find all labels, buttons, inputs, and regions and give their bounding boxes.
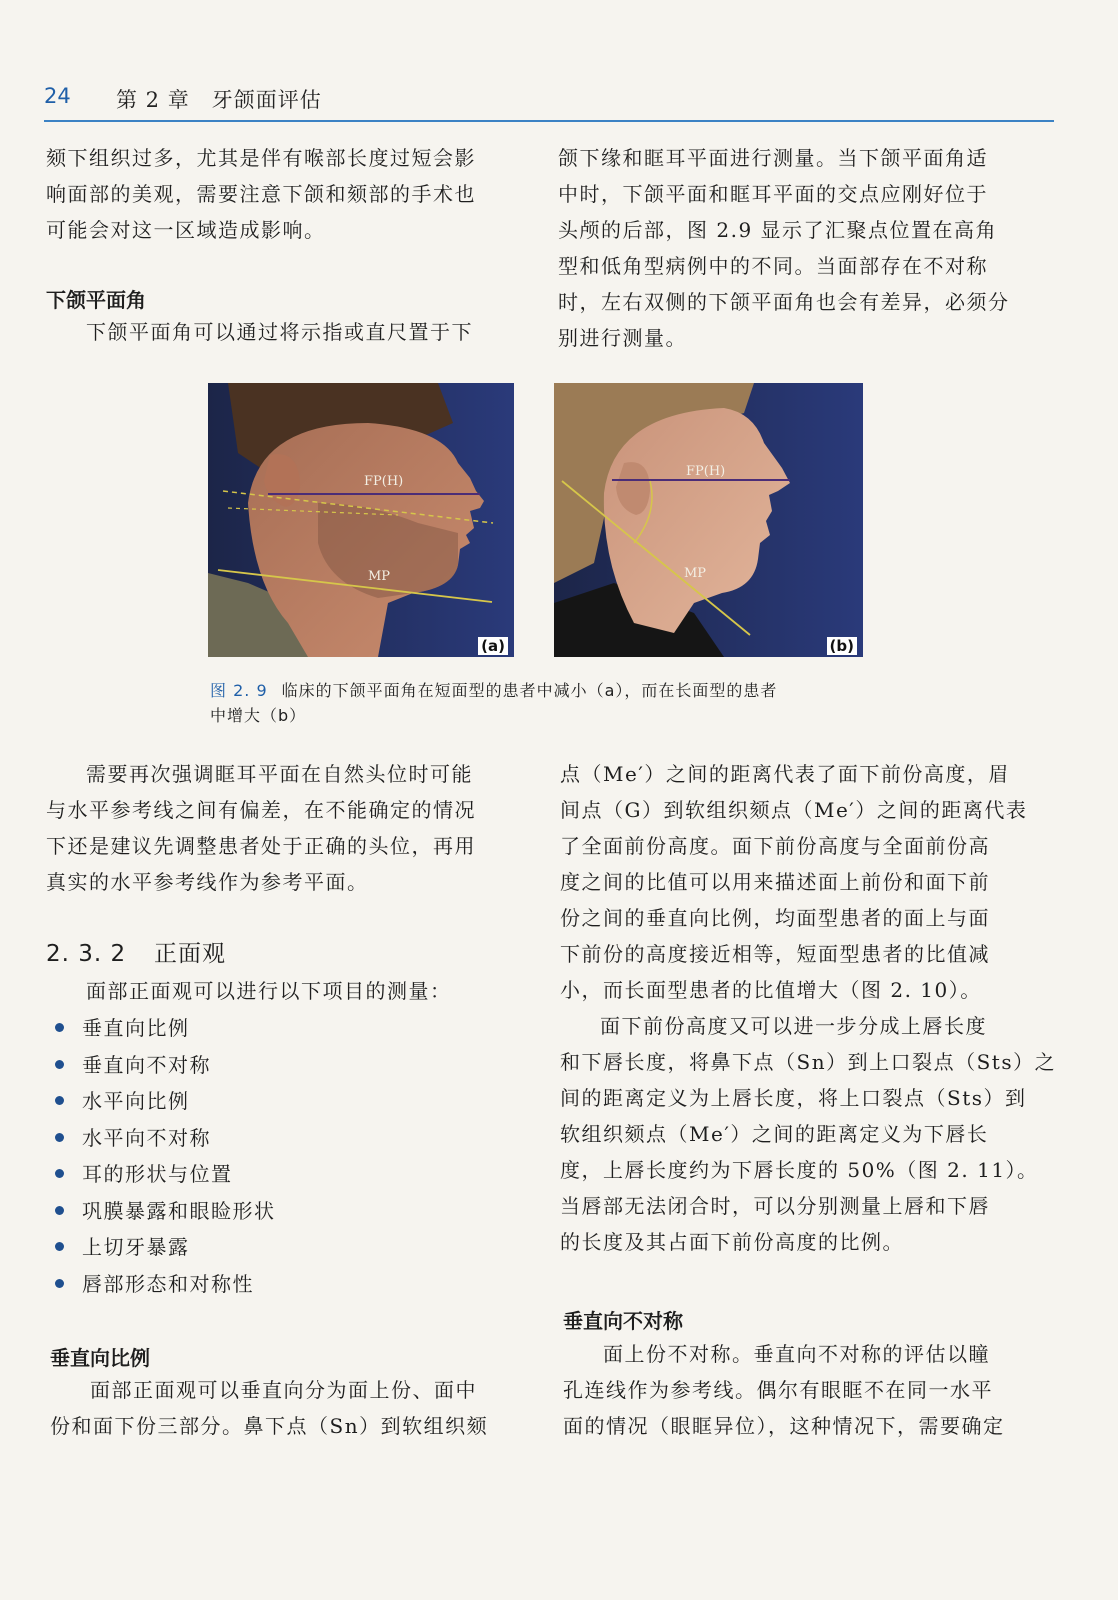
heading-vertical-proportion: 垂直向比例: [50, 1346, 150, 1370]
mp-label-b: MP: [684, 566, 707, 581]
heading-mandibular-plane-angle: 下颌平面角: [46, 288, 146, 312]
paragraph-line: 下颌平面角可以通过将示指或直尺置于下: [86, 320, 473, 344]
right-column-bottom: [560, 756, 1056, 1260]
section-heading-frontal-view: [46, 935, 226, 968]
paragraph-line: 的长度及其占面下前份高度的比例。: [560, 1230, 904, 1254]
paragraph-line: 面部正面观可以垂直向分为面上份、面中: [90, 1378, 477, 1402]
bullet-icon: [55, 1169, 64, 1178]
list-item: [55, 1229, 276, 1266]
list-item-text: 垂直向比例: [82, 1016, 190, 1040]
paragraph-line: 软组织颏点（Me′）之间的距离定义为下唇长: [560, 1122, 989, 1146]
panel-label-a: (a): [478, 637, 508, 655]
heading-vertical-asymmetry: 垂直向不对称: [563, 1309, 683, 1333]
paragraph-line: 间点（G）到软组织颏点（Me′）之间的距离代表: [560, 798, 1028, 822]
paragraph-line: 需要再次强调眶耳平面在自然头位时可能: [86, 762, 473, 786]
page-number: 24: [44, 84, 71, 108]
list-item: [55, 1010, 276, 1047]
left-column-bottom-para2: [50, 1372, 488, 1444]
figure-caption: [210, 678, 777, 728]
paragraph-line: 可能会对这一区域造成影响。: [46, 218, 326, 242]
paragraph-line: 度之间的比值可以用来描述面上前份和面下前: [560, 870, 990, 894]
list-item-text: 耳的形状与位置: [82, 1162, 233, 1186]
paragraph-line: 面上份不对称。垂直向不对称的评估以瞳: [603, 1342, 990, 1366]
paragraph-line: 下还是建议先调整患者处于正确的头位，再用: [46, 834, 476, 858]
left-column-top-para2: [46, 314, 473, 350]
list-item: [55, 1156, 276, 1193]
paragraph-line: 头颅的后部，图 2.9 显示了汇聚点位置在高角: [558, 218, 998, 242]
panel-label-b: (b): [827, 637, 857, 655]
list-item-text: 上切牙暴露: [82, 1235, 190, 1259]
bullet-icon: [55, 1133, 64, 1142]
paragraph-line: 面的情况（眼眶异位），这种情况下，需要确定: [563, 1414, 1005, 1438]
fp-label-a: FP(H): [364, 474, 404, 489]
bullet-icon: [55, 1242, 64, 1251]
measurement-list: [55, 1010, 276, 1302]
list-item-text: 巩膜暴露和眼睑形状: [82, 1198, 276, 1223]
list-item: [55, 1047, 276, 1084]
right-column-bottom-para3: [563, 1336, 1005, 1444]
profile-photo-female: [554, 383, 863, 657]
mp-label-a: MP: [368, 569, 391, 584]
list-item-text: 水平向比例: [82, 1089, 190, 1113]
bullet-icon: [55, 1060, 64, 1069]
section-title: 正面观: [154, 941, 226, 967]
paragraph-line: 份之间的垂直向比例，均面型患者的面上与面: [560, 906, 990, 930]
paragraph-line: 型和低角型病例中的不同。当面部存在不对称: [558, 254, 988, 278]
paragraph-line: 响面部的美观，需要注意下颌和颏部的手术也: [46, 182, 476, 206]
paragraph-line: 时，左右双侧的下颌平面角也会有差异，必须分: [558, 290, 1010, 314]
paragraph-line: 别进行测量。: [558, 326, 687, 350]
paragraph-line: 颌下缘和眶耳平面进行测量。当下颌平面角适: [558, 146, 988, 170]
figure-panel-a: [208, 383, 514, 657]
bullet-icon: [55, 1023, 64, 1032]
paragraph-line: 和下唇长度，将鼻下点（Sn）到上口裂点（Sts）之: [560, 1050, 1057, 1074]
paragraph-line: 中时，下颌平面和眶耳平面的交点应刚好位于: [558, 182, 988, 206]
paragraph-line: 当唇部无法闭合时，可以分别测量上唇和下唇: [560, 1194, 990, 1218]
paragraph-line: 面部正面观可以进行以下项目的测量：: [86, 979, 452, 1003]
paragraph-line: 了全面前份高度。面下前份高度与全面前份高: [560, 834, 990, 858]
section-number: 2. 3. 2: [46, 941, 127, 967]
figure-panel-b: [554, 383, 863, 657]
paragraph-line: 真实的水平参考线作为参考平面。: [46, 870, 369, 894]
profile-photo-male: [208, 383, 514, 657]
paragraph-line: 小，而长面型患者的比值增大（图 2. 10）。: [560, 978, 982, 1002]
figure-number: 图 2. 9: [210, 681, 268, 700]
list-item-text: 水平向不对称: [82, 1125, 211, 1150]
paragraph-line: 度，上唇长度约为下唇长度的 50%（图 2. 11）。: [560, 1158, 1039, 1182]
list-item-text: 垂直向不对称: [82, 1052, 211, 1077]
bullet-icon: [55, 1096, 64, 1105]
list-item: [55, 1083, 276, 1120]
list-item-text: 唇部形态和对称性: [82, 1271, 254, 1296]
paragraph-line: 与水平参考线之间有偏差，在不能确定的情况: [46, 798, 476, 822]
caption-line: [210, 678, 777, 703]
paragraph-line: 颏下组织过多，尤其是伴有喉部长度过短会影: [46, 146, 476, 170]
caption-line: 中增大（b）: [210, 706, 307, 725]
bullet-icon: [55, 1206, 64, 1215]
bullet-icon: [55, 1279, 64, 1288]
paragraph-line: 下前份的高度接近相等，短面型患者的比值减: [560, 942, 990, 966]
paragraph-line: 孔连线作为参考线。偶尔有眼眶不在同一水平: [563, 1378, 993, 1402]
list-item: [55, 1266, 276, 1303]
list-item: [55, 1120, 276, 1157]
left-column-bottom: [46, 756, 476, 900]
paragraph-line: 份和面下份三部分。鼻下点（Sn）到软组织颏: [50, 1414, 489, 1438]
header-rule: [44, 120, 1054, 122]
paragraph-line: 间的距离定义为上唇长度，将上口裂点（Sts）到: [560, 1086, 1027, 1110]
fp-label-b: FP(H): [686, 464, 726, 479]
caption-text: 临床的下颌平面角在短面型的患者中减小（a），而在长面型的患者: [281, 681, 778, 700]
right-column-top: [558, 140, 1010, 356]
paragraph-line: 点（Me′）之间的距离代表了面下前份高度，眉: [560, 762, 1010, 786]
list-item: [55, 1193, 276, 1230]
paragraph-line: 面下前份高度又可以进一步分成上唇长度: [600, 1014, 987, 1038]
left-column-top: [46, 140, 476, 248]
section-intro: [46, 973, 452, 1009]
chapter-title: 第 2 章 牙颌面评估: [116, 88, 322, 112]
